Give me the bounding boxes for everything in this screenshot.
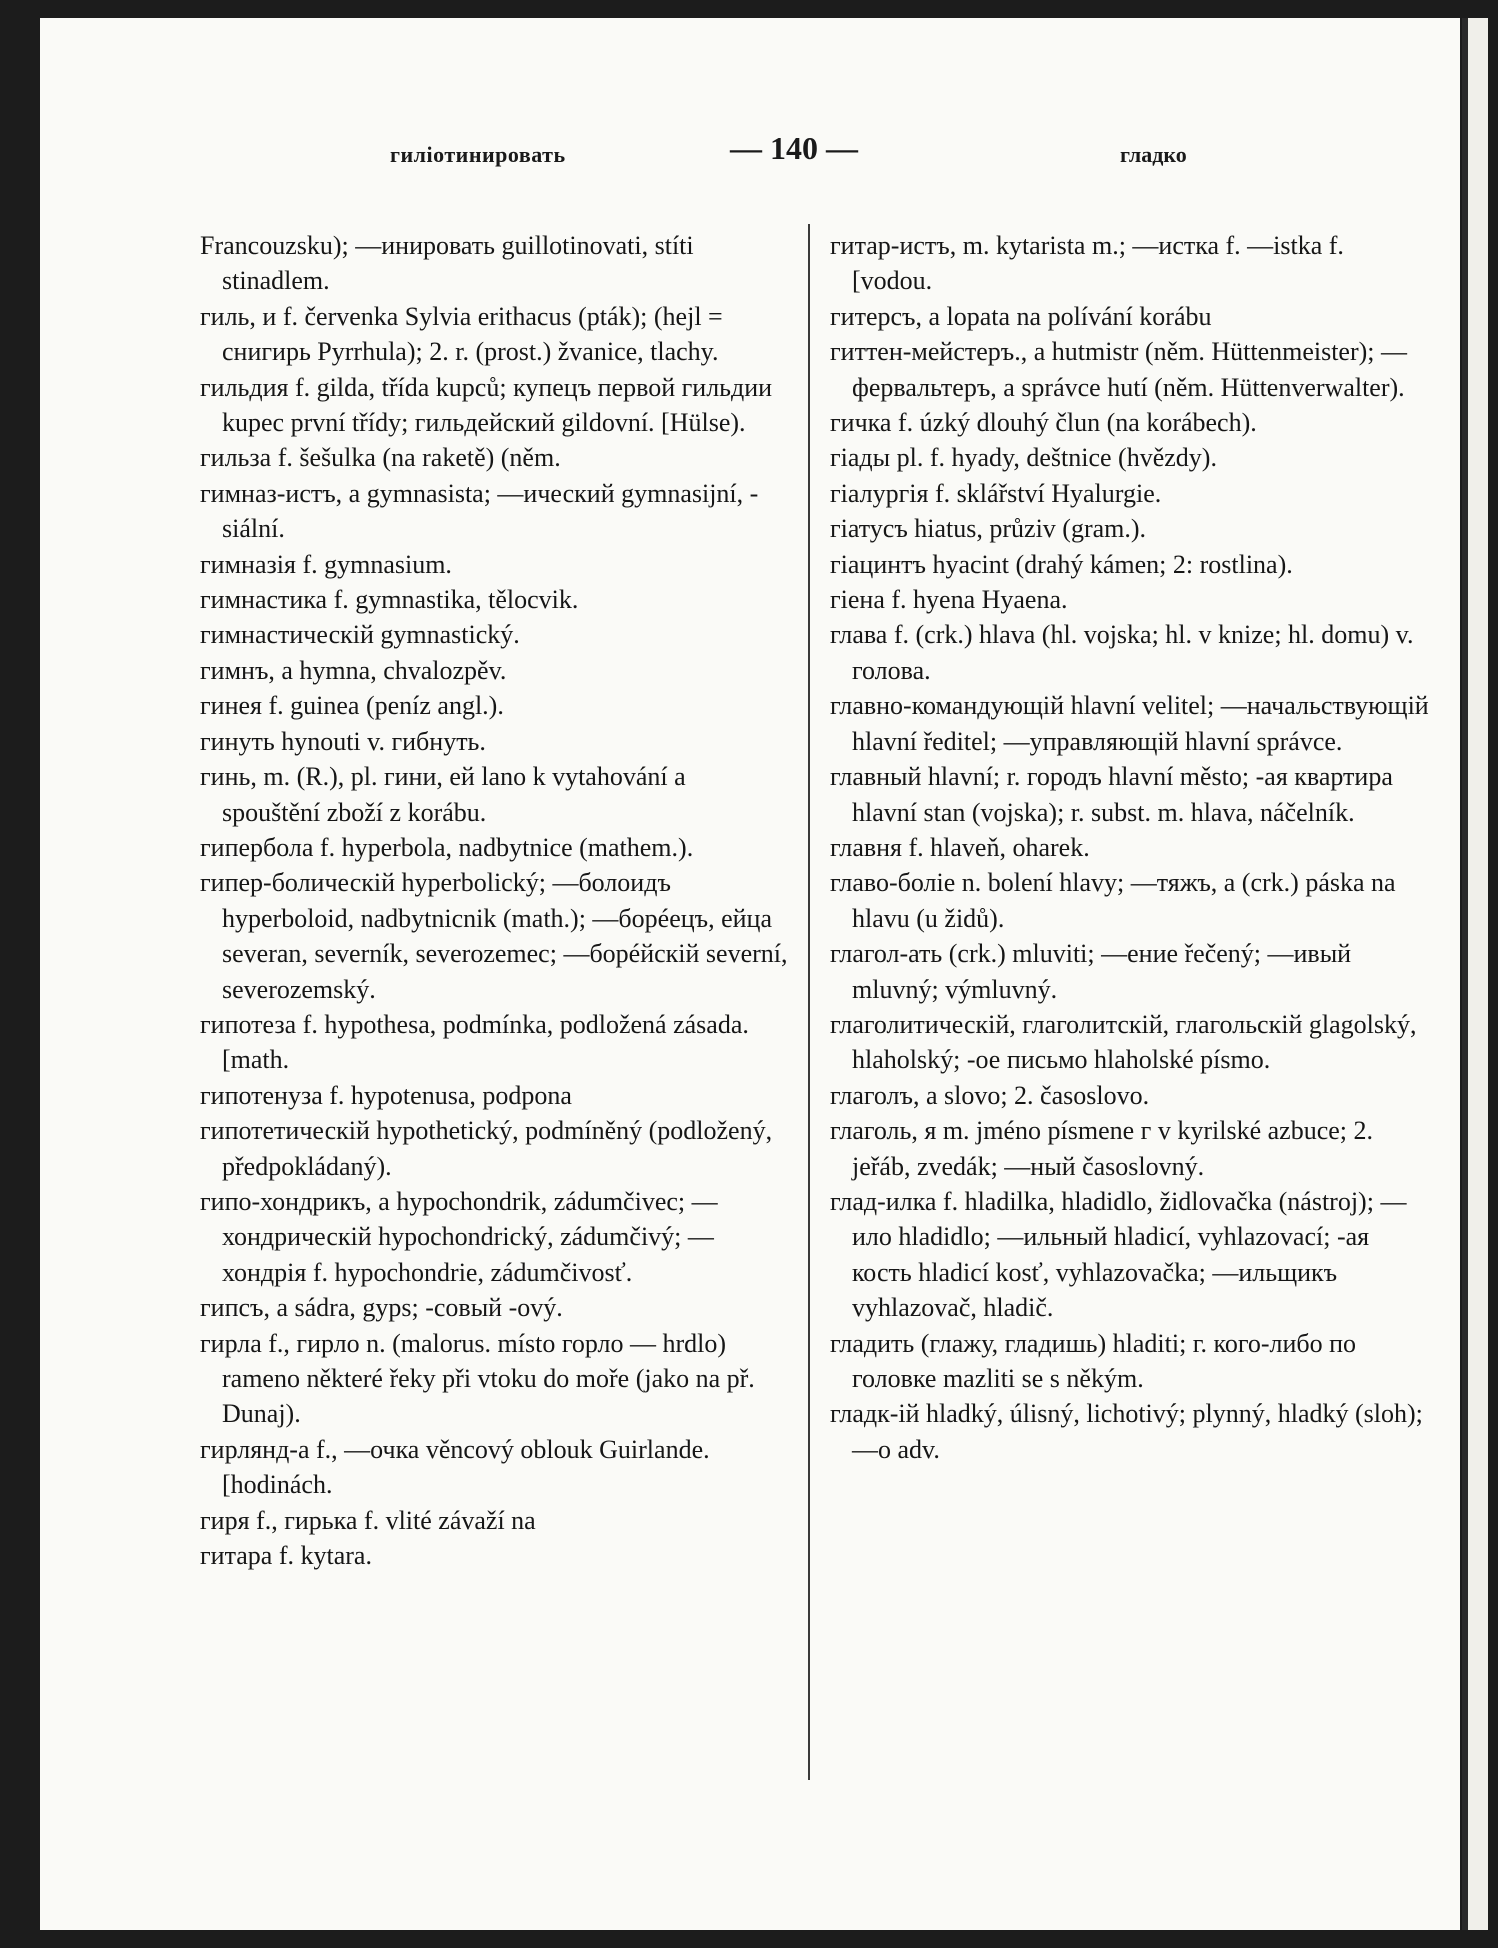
- dictionary-entry: гiацинтъ hyacint (drahý kámen; 2: rostlina).: [830, 549, 1293, 579]
- header-left-word: гилiотинировать: [390, 142, 566, 167]
- dictionary-entry: глаголитическій, глаголитскій, глагольскій glagolský, hlaholský; -ое письмо hlaholské písmo.: [830, 1009, 1417, 1075]
- dictionary-entry: гитара f. kytara.: [200, 1541, 372, 1571]
- dictionary-entry: гирла f., гирло n. (malorus. místo горло — hrdlo) rameno některé řeky při vtoku do moře (jako na př. Dunaj).: [200, 1328, 755, 1429]
- dictionary-entry: гинь, m. (R.), pl. гини, ей lano k vytahování a spouštění zboží z korábu.: [200, 762, 686, 827]
- dictionary-entry: главно-командующій hlavní velitel; —начальствующій hlavní ředitel; —управляющій hlavní správce.: [830, 691, 1429, 756]
- dictionary-entry: гимназ-истъ, a gymnasista; —ический gymnasijní, -siální.: [200, 478, 759, 544]
- dictionary-entry: гiады pl. f. hyady, deštnice (hvězdy).: [830, 443, 1217, 473]
- dictionary-entry: глаголь, я m. jméno písmene г v kyrilské azbuce; 2. jeřáb, zvedák; —ный časoslovný.: [830, 1116, 1373, 1181]
- dictionary-entry: гитерсъ, a lopata na polívání korábu: [830, 301, 1212, 331]
- page-number: — 140 —: [730, 130, 858, 166]
- dictionary-entry: главня f. hlaveň, oharek.: [830, 832, 1090, 862]
- dictionary-page: [40, 18, 1460, 1930]
- dictionary-entry: гипербола f. hyperbola, nadbytnice (mathem.).: [200, 832, 694, 862]
- dictionary-entry: глагол-ать (crk.) mluviti; —ение řečený; —ивый mluvný; výmluvný.: [830, 939, 1352, 1004]
- dictionary-entry: Francouzsku); —инировать guillotinovati, stíti stinadlem.: [200, 231, 694, 296]
- right-column: [830, 228, 1430, 1467]
- dictionary-entry: гiена f. hyena Hyaena.: [830, 585, 1068, 615]
- dictionary-entry: гипо-хондрикъ, a hypochondrik, zádumčivec; —хондрическій hypochondrický, zádumčivý; —хондрія f. hypochondrie, zádumčivosť.: [200, 1186, 718, 1287]
- dictionary-entry: гинея f. guinea (peníz angl.).: [200, 691, 504, 721]
- dictionary-entry: гимнъ, a hymna, chvalozpěv.: [200, 655, 507, 685]
- dictionary-entry: гиттен-мейстеръ., a hutmistr (něm. Hüttenmeister); —фервальтеръ, a správce hutí (něm. Hüttenverwalter).: [830, 337, 1408, 402]
- dictionary-entry: гиря f., гирька f. vlité závaží na: [200, 1505, 536, 1535]
- dictionary-entry: гипотенуза f. hypotenusa, podpona: [200, 1080, 572, 1110]
- dictionary-entry: главо-болiе n. bolení hlavy; —тяжъ, a (crk.) páska na hlavu (u židů).: [830, 868, 1396, 933]
- left-column: [200, 228, 790, 1573]
- dictionary-entry: гимназія f. gymnasium.: [200, 549, 452, 579]
- dictionary-entry: гипер-болическій hyperbolický; —болоидъ hyperboloid, nadbytnicnik (math.); —борéецъ, ейца severan, severník, severozemec; —борéйскій severní, severozemský.: [200, 868, 788, 1004]
- dictionary-entry: глад-илка f. hladilka, hladidlo, židlovačka (nástroj); —ило hladidlo; —ильный hladicí, vyhlazovací; -ая кость hladicí kosť, vyhlazovačka; —ильщикъ vyhlazovač, hladič.: [830, 1186, 1407, 1323]
- header-right-word: гладко: [1120, 142, 1187, 167]
- dictionary-entry: гинуть hynouti v. гибнуть.: [200, 726, 486, 756]
- dictionary-entry: гiатусъ hiatus, průziv (gram.).: [830, 514, 1147, 544]
- dictionary-entry: гичка f. úzký dlouhý člun (na korábech).: [830, 408, 1257, 438]
- dictionary-entry: гиль, и f. červenka Sylvia erithacus (pták); (hejl = снигирь Pyrrhula); 2. r. (prost.) žvanice, tlachy.: [200, 301, 723, 367]
- dictionary-entry: гирлянд-а f., —очка věncový oblouk Guirlande. [hodinách.: [200, 1434, 710, 1500]
- dictionary-entry: гипотетическій hypothetický, podmíněný (podložený, předpokládaný).: [200, 1116, 773, 1181]
- column-divider: [808, 224, 810, 1780]
- dictionary-entry: гипотеза f. hypothesa, podmínka, podložená zásada. [math.: [200, 1009, 749, 1075]
- dictionary-entry: глава f. (crk.) hlava (hl. vojska; hl. v knize; hl. domu) v. голова.: [830, 620, 1414, 685]
- dictionary-entry: гильдия f. gilda, třída kupců; купецъ первой гильдии kupec první třídy; гильдейский gildovní. [Hülse).: [200, 372, 773, 438]
- dictionary-entry: гитар-истъ, m. kytarista m.; —истка f. —istka f. [vodou.: [830, 231, 1344, 296]
- dictionary-entry: глаголъ, a slovo; 2. časoslovo.: [830, 1080, 1150, 1110]
- dictionary-entry: гладить (глажу, гладишь) hladiti; г. кого-либо по головке mazliti se s někým.: [830, 1328, 1357, 1393]
- dictionary-entry: гипсъ, a sádra, gyps; -совый -ový.: [200, 1293, 563, 1323]
- page-header: [40, 130, 1460, 170]
- dictionary-entry: главный hlavní; r. городъ hlavní město; -ая квартира hlavní stan (vojska); r. subst. m. hlava, náčelník.: [830, 762, 1393, 827]
- next-page-edge: [1462, 18, 1488, 1930]
- dictionary-entry: гладк-iй hladký, úlisný, lichotivý; plynný, hladký (sloh); —о adv.: [830, 1399, 1423, 1464]
- dictionary-entry: гимнастика f. gymnastika, tělocvik.: [200, 585, 579, 615]
- dictionary-entry: гiалургiя f. sklářství Hyalurgie.: [830, 478, 1162, 508]
- dictionary-entry: гимнастическій gymnastický.: [200, 620, 520, 650]
- dictionary-entry: гильза f. šešulka (na raketě) (něm.: [200, 443, 561, 473]
